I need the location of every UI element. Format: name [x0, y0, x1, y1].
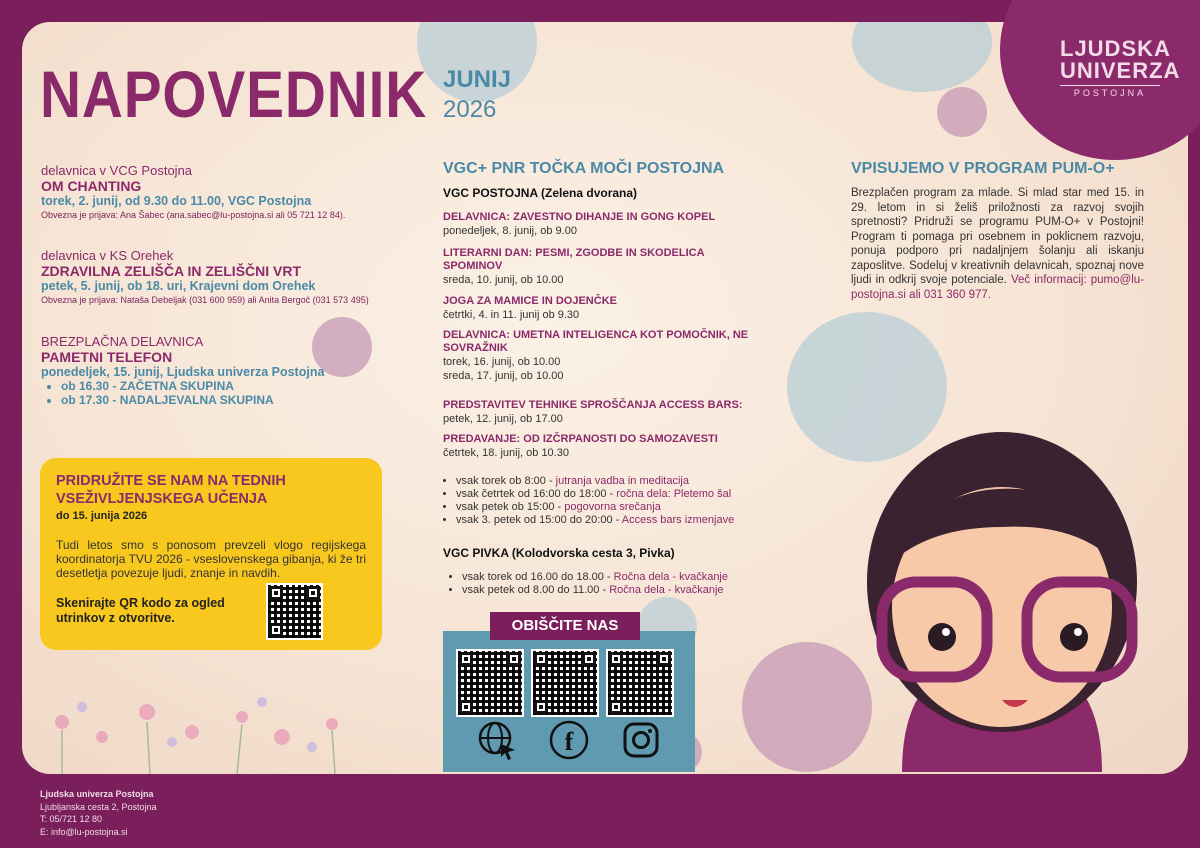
decor-circle	[937, 87, 987, 137]
social-label: OBIŠČITE NAS	[490, 612, 640, 640]
month-label: JUNIJ	[443, 66, 512, 93]
list-item: • vsak petek ob 15:00 - pogovorna srečanja	[456, 501, 783, 514]
event-note: Obvezna je prijava: Nataša Debeljak (031 600 959) ali Anita Bergoč (031 573 495)	[41, 295, 369, 305]
footer	[40, 788, 157, 838]
event-title: JOGA ZA MAMICE IN DOJENČKE	[443, 295, 617, 307]
event-title: PREDAVANJE: OD IZČRPANOSTI DO SAMOZAVESTI	[443, 433, 718, 445]
qr-code-instagram[interactable]	[606, 649, 674, 717]
event-date: torek, 16. junij, ob 10.00	[443, 356, 561, 368]
logo-line1: LJUDSKA	[1060, 36, 1171, 61]
event-om-chanting	[41, 163, 381, 220]
session-list	[41, 379, 381, 407]
event-predavanje	[443, 433, 783, 460]
svg-text:f: f	[564, 727, 574, 756]
location-pivka	[443, 546, 783, 560]
list-item: • vsak torek ob 8:00 - jutranja vadba in meditacija	[456, 475, 783, 488]
event-when: petek, 5. junij, ob 18. uri, Krajevni dom Orehek	[41, 279, 316, 293]
event-title: OM CHANTING	[41, 178, 142, 194]
event-kind: delavnica v KS Orehek	[41, 248, 174, 263]
middle-heading: VGC+ PNR TOČKA MOČI POSTOJNA	[443, 160, 725, 177]
logo-line3: POSTOJNA	[1060, 85, 1160, 98]
qr-code-facebook[interactable]	[531, 649, 599, 717]
event-kind: BREZPLAČNA DELAVNICA	[41, 334, 204, 349]
event-access-bars	[443, 399, 783, 426]
event-literarni-dan	[443, 247, 743, 287]
pumo-heading: VPISUJEMO V PROGRAM PUM-O+	[851, 160, 1115, 177]
event-umetna-inteligenca	[443, 329, 773, 383]
page-title: NAPOVEDNIK	[40, 57, 428, 131]
event-date: petek, 12. junij, ob 17.00	[443, 413, 563, 425]
girl-illustration	[842, 432, 1162, 774]
location-title: VGC POSTOJNA (Zelena dvorana)	[443, 186, 638, 200]
event-title: LITERARNI DAN: PESMI, ZGODBE IN SKODELICA SPOMINOV	[443, 247, 705, 272]
event-when: ponedeljek, 15. junij, Ljudska univerza Postojna	[41, 365, 325, 379]
pumo-paragraph: Brezplačen program za mlade. Si mlad star med 15. in 29. letom in si želiš priložnosti za razvoj svojih spretnosti? Pridruži se programu PUM-O+ v Postojni! Program ti pomaga pri osebnem in poklicnem razvoju, ponuja podporo pri nadaljnjem šolanju ali iskanju zaposlitve. Sodeluj v kreativnih delavnicah, spoznaj nove ljudi in odkrij svoje potenciale. Več informacij: pumo@lu-postojna.si ali 031 360 977.	[851, 187, 1144, 301]
logo-line2: UNIVERZA	[1060, 58, 1181, 83]
location-title: VGC PIVKA (Kolodvorska cesta 3, Pivka)	[443, 546, 675, 560]
event-date: četrtek, 18. junij, ob 10.30	[443, 447, 569, 459]
event-title: PREDSTAVITEV TEHNIKE SPROŠČANJA ACCESS BARS:	[443, 399, 743, 411]
tvu-cta: Skenirajte QR kodo za ogled utrinkov z otvoritve.	[56, 596, 225, 625]
location-postojna	[443, 186, 783, 200]
globe-icon[interactable]	[477, 720, 517, 760]
event-note: Obvezna je prijava: Ana Šabec (ana.sabec@lu-postojna.si ali 05 721 12 84).	[41, 210, 346, 220]
tvu-heading: PRIDRUŽITE SE NAM NA TEDNIH VSEŽIVLJENJSKEGA UČENJA	[56, 473, 286, 507]
tvu-paragraph: Tudi letos smo s ponosom prevzeli vlogo regijskega koordinatorja TVU 2026 - vseslovenskega gibanja, ki že tri desetletja povezuje ljudi, znanje in navdih.	[56, 538, 366, 580]
qr-code-tvu[interactable]	[266, 583, 323, 640]
tvu-date: do 15. junija 2026	[56, 510, 148, 522]
event-date: ponedeljek, 8. junij, ob 9.00	[443, 225, 577, 237]
footer-phone: T: 05/721 12 80	[40, 814, 103, 824]
list-item: • vsak četrtek od 16:00 do 18:00 - ročna dela: Pletemo šal	[456, 488, 783, 501]
event-kind: delavnica v VCG Postojna	[41, 163, 193, 178]
list-item: • ob 16.30 - ZAČETNA SKUPINA	[61, 379, 381, 393]
event-title: PAMETNI TELEFON	[41, 349, 173, 365]
instagram-icon[interactable]	[621, 720, 661, 760]
flowers-illustration	[32, 682, 392, 774]
weekly-pivka	[449, 571, 789, 597]
year-label: 2026	[443, 96, 497, 123]
tvu-box	[40, 458, 382, 650]
event-title: ZDRAVILNA ZELIŠČA IN ZELIŠČNI VRT	[41, 263, 302, 279]
event-title: DELAVNICA: UMETNA INTELIGENCA KOT POMOČNIK, NE SOVRAŽNIK	[443, 329, 749, 354]
event-joga	[443, 295, 783, 322]
footer-email: E: info@lu-postojna.si	[40, 826, 128, 837]
weekly-postojna	[443, 475, 783, 527]
event-title: DELAVNICA: ZAVESTNO DIHANJE IN GONG KOPEL	[443, 211, 716, 223]
event-pametni-telefon	[41, 334, 381, 407]
event-date: sreda, 17. junij, ob 10.00	[443, 370, 564, 382]
list-item: • vsak torek od 16.00 do 18.00 - Ročna dela - kvačkanje	[462, 571, 789, 584]
facebook-icon[interactable]	[549, 720, 589, 760]
list-item: • vsak petek od 8.00 do 11.00 - Ročna dela - kvačkanje	[462, 584, 789, 597]
event-zelisca	[41, 248, 381, 305]
list-item: • vsak 3. petek od 15:00 do 20:00 - Access bars izmenjave	[456, 514, 783, 527]
footer-org: Ljudska univerza Postojna	[40, 789, 154, 799]
list-item: • ob 17.30 - NADALJEVALNA SKUPINA	[61, 393, 381, 407]
qr-code-web[interactable]	[456, 649, 524, 717]
event-date: četrtki, 4. in 11. junij ob 9.30	[443, 309, 580, 321]
logo	[1060, 36, 1181, 98]
pumo-contact[interactable]: Več informacij: pumo@lu-postojna.si ali 031 360 977.	[851, 274, 1144, 301]
footer-address: Ljubljanska cesta 2, Postojna	[40, 801, 157, 812]
event-date: sreda, 10. junij, ob 10.00	[443, 274, 564, 286]
event-when: torek, 2. junij, od 9.30 do 11.00, VGC Postojna	[41, 194, 312, 208]
decor-circle	[852, 22, 992, 92]
event-dihanje	[443, 211, 783, 238]
